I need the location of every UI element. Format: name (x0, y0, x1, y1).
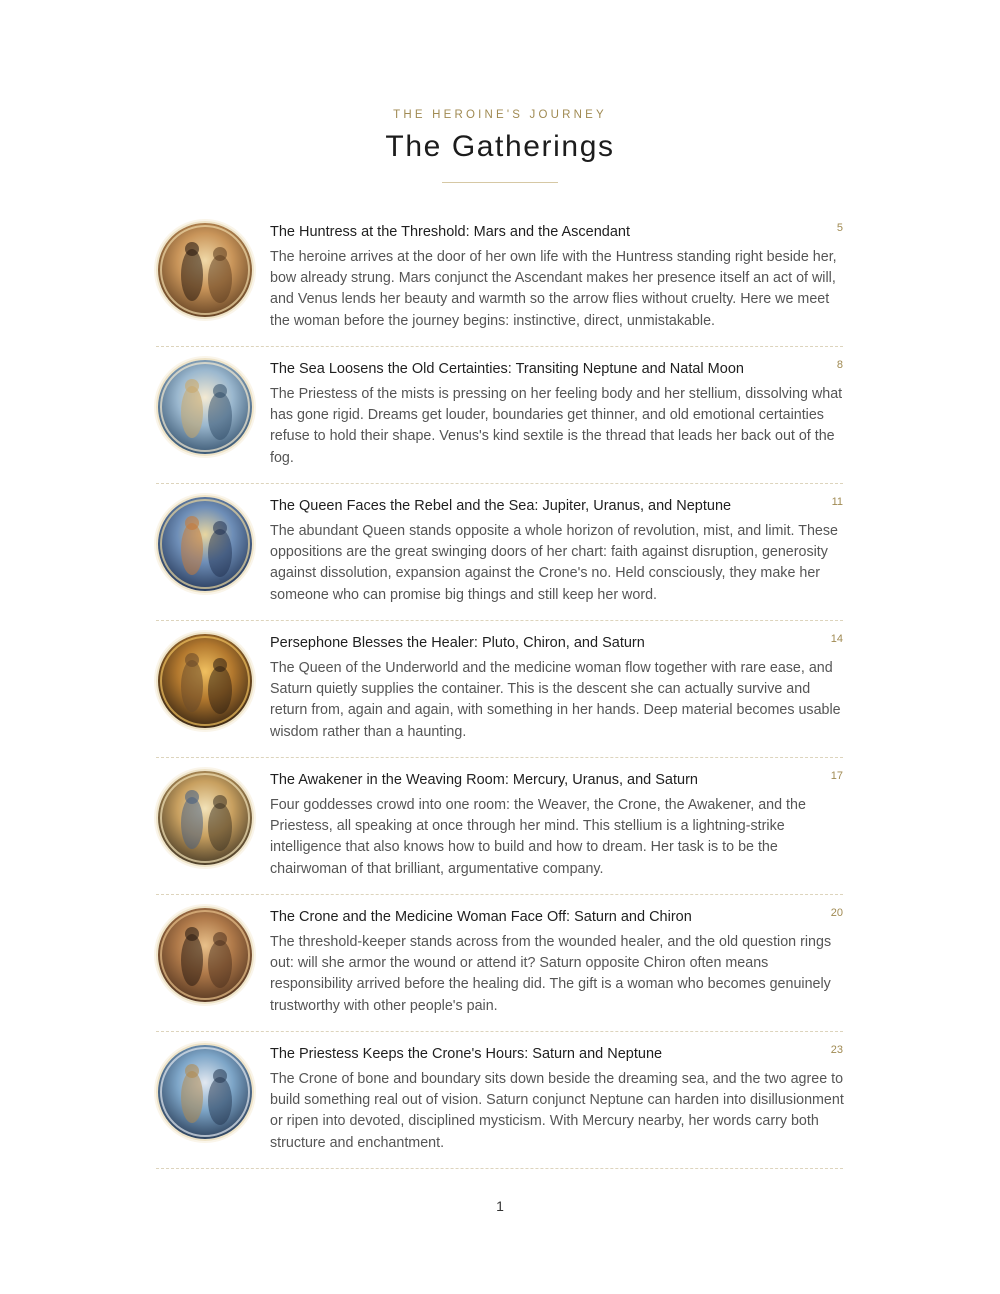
awakener-weaver-illustration-icon (156, 769, 254, 867)
entry-page-number[interactable]: 14 (830, 633, 843, 645)
crone-medicine-illustration-icon (156, 906, 254, 1004)
entry-description: The Priestess of the mists is pressing on her feeling body and her stellium, dissolving what has gone rigid. Dreams get louder, boundaries get thinner, and old emotional certainties refuse to hold their shape. Venus's kind sextile is the thread that leads her back out of the fog. (270, 386, 843, 466)
page-title: The Gatherings (385, 130, 615, 163)
entry-title[interactable]: The Queen Faces the Rebel and the Sea: Jupiter, Uranus, and Neptune (270, 498, 732, 514)
entry-title[interactable]: The Crone and the Medicine Woman Face Off: Saturn and Chiron (270, 909, 692, 925)
entry-page-number[interactable]: 23 (830, 1044, 843, 1056)
entry-page-number[interactable]: 5 (836, 222, 843, 234)
toc-entry[interactable] (156, 758, 843, 895)
entry-description: The abundant Queen stands opposite a whole horizon of revolution, mist, and limit. These oppositions are the great swinging doors of her chart: faith against disruption, generosity against dissolution, expansion against the Crone's no. Held consciously, they make her someone who can promise big things and still keep her word. (270, 523, 838, 603)
huntress-illustration-icon (156, 221, 254, 319)
queen-rebel-illustration-icon (156, 495, 254, 593)
toc-entry[interactable] (156, 1032, 843, 1169)
entry-page-number[interactable]: 8 (836, 359, 843, 371)
sea-priestess-illustration-icon (156, 358, 254, 456)
entry-description: The Crone of bone and boundary sits down beside the dreaming sea, and the two agree to build something real out of vision. Saturn conjunct Neptune can harden into disillusionment or ripen into devoted, disciplined mysticism. With Mercury nearby, her words carry both structure and enchantment. (270, 1071, 844, 1151)
toc-entry[interactable] (156, 895, 843, 1032)
entry-title[interactable]: The Awakener in the Weaving Room: Mercury, Uranus, and Saturn (270, 772, 698, 788)
entry-description: The threshold-keeper stands across from the wounded healer, and the old question rings out: will she armor the wound or attend it? Saturn opposite Chiron often means responsibility arrived before the healing did. The gift is a woman who becomes genuinely trustworthy with other people's pain. (270, 934, 832, 1014)
entry-title[interactable]: The Sea Loosens the Old Certainties: Transiting Neptune and Natal Moon (270, 361, 744, 377)
toc-entry[interactable] (156, 347, 843, 484)
entry-title[interactable]: The Priestess Keeps the Crone's Hours: Saturn and Neptune (270, 1046, 663, 1062)
toc-entry[interactable] (156, 621, 843, 758)
entry-page-number[interactable]: 11 (831, 496, 843, 508)
priestess-crone-illustration-icon (156, 1043, 254, 1141)
page-header (0, 108, 1000, 183)
section-eyebrow: THE HEROINE'S JOURNEY (393, 109, 607, 121)
toc-entry[interactable] (156, 210, 843, 347)
entry-page-number[interactable]: 17 (830, 770, 843, 782)
entry-title[interactable]: The Huntress at the Threshold: Mars and the Ascendant (270, 224, 631, 240)
entry-description: The heroine arrives at the door of her own life with the Huntress standing right beside her, bow already strung. Mars conjunct the Ascendant makes her presence itself an act of will, and Venus lends her beauty and warmth so the arrow flies without cruelty. Here we meet the woman before the journey begins: instinctive, direct, unmistakable. (270, 249, 837, 329)
persephone-healer-illustration-icon (156, 632, 254, 730)
entry-description: Four goddesses crowd into one room: the Weaver, the Crone, the Awakener, and the Priestess, all speaking at once through her mind. This stellium is a lightning-strike intelligence that also knows how to build and how to dream. Her task is to be the chairwoman of that brilliant, argumentative company. (270, 797, 806, 877)
entry-description: The Queen of the Underworld and the medicine woman flow together with rare ease, and Saturn quietly supplies the container. This is the descent she can actually survive and return from, again and again, with something in her hands. Deep material becomes usable wisdom rather than a haunting. (270, 660, 841, 740)
footer-page-number: 1 (496, 1198, 504, 1214)
entry-page-number[interactable]: 20 (830, 907, 843, 919)
table-of-contents (156, 210, 843, 1169)
toc-entry[interactable] (156, 484, 843, 621)
title-divider (442, 182, 558, 183)
entry-title[interactable]: Persephone Blesses the Healer: Pluto, Chiron, and Saturn (270, 635, 645, 651)
